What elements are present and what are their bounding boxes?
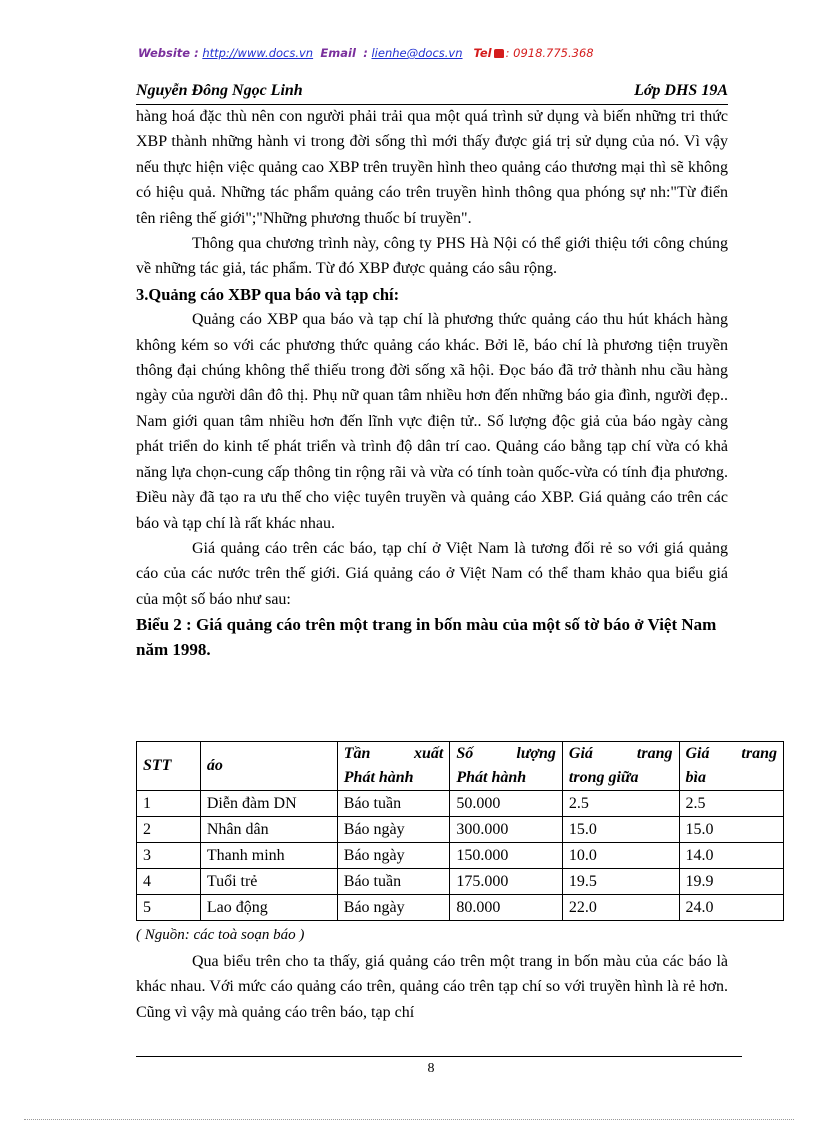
cell-inside-price: 10.0 [562,843,679,869]
cell-stt: 5 [137,895,201,921]
email-label: Email [320,46,356,60]
cell-inside-price: 19.5 [562,869,679,895]
cell-frequency: Báo ngày [337,817,450,843]
body-text [136,104,728,662]
cell-name: Thanh minh [200,843,337,869]
author-name: Nguyễn Đông Ngọc Linh [136,82,303,99]
page-boundary-line [24,1119,794,1120]
cell-cover-price: 2.5 [679,791,784,817]
tel-number: : 0918.775.368 [505,46,594,60]
header-stt: STT [137,742,201,791]
class-name: Lớp DHS 19A [634,82,728,99]
header-inside-price: Giá trang trong giữa [562,742,679,791]
cell-circulation: 175.000 [450,869,563,895]
cell-cover-price: 24.0 [679,895,784,921]
table-row [137,817,784,843]
header-cover-price: Giá trang bìa [679,742,784,791]
cell-name: Nhân dân [200,817,337,843]
cell-frequency: Báo ngày [337,843,450,869]
cell-inside-price: 15.0 [562,817,679,843]
header-frequency: Tần xuất Phát hành [337,742,450,791]
cell-stt: 4 [137,869,201,895]
site-header [138,46,698,66]
paragraph-2: Thông qua chương trình này, công ty PHS Hà Nội có thể giới thiệu tới công chúng về những tác giả, tác phẩm. Từ đó XBP được quảng cáo sâu rộng. [136,235,728,278]
cell-frequency: Báo ngày [337,895,450,921]
paragraph-3: Quảng cáo XBP qua báo và tạp chí là phương thức quảng cáo thu hút khách hàng không kém so với các phương thức quảng cáo khác. Bởi lẽ, báo chí là phương tiện truyền thông đại chúng không thể thiếu trong đời sống xã hội. Đọc báo đã trở thành nhu cầu hàng ngày của người dân đô thị. Phụ nữ quan tâm nhiều hơn đến những báo gia đình, người đẹp.. Nam giới quan tâm nhiều hơn đến lĩnh vực điện tử.. Số lượng độc giả của báo ngày càng phát triển do kinh tế phát triển và trình độ dân trí cao. Quảng cáo bằng tạp chí vừa có khả năng lựa chọn-cung cấp thông tin rộng rãi và vừa có tính toàn quốc-vừa có tính địa phương. Điều này đã tạo ra ưu thế cho việc tuyên truyền và quảng cáo XBP. Giá quảng cáo trên các báo và tạp chí là rất khác nhau. [136,311,728,532]
cell-cover-price: 19.9 [679,869,784,895]
paragraph-1: hàng hoá đặc thù nên con người phải trải qua một quá trình sử dụng và biến những tri thức XBP thành những hành vi trong đời sống thì mới thấy được giá trị sử dụng của nó. Vì vậy nếu thực hiện việc quảng cao XBP trên truyền hình theo quảng cáo thương mại thì sẽ không có hiệu quả. Những tác phẩm quảng cáo trên truyền hình thông qua phóng sự nh:"Từ điển tên riêng thế giới";"Những phương thuốc bí truyền". [136,108,728,227]
cell-frequency: Báo tuần [337,791,450,817]
table-row [137,869,784,895]
page-number: 8 [427,1061,435,1076]
header-name: áo [200,742,337,791]
footer-divider [136,1056,742,1057]
price-table [136,741,784,921]
table-caption: Biểu 2 : Giá quảng cáo trên một trang in bốn màu của một số tờ báo ở Việt Nam năm 1998. [136,615,717,660]
email-separator: : [363,46,368,60]
cell-inside-price: 22.0 [562,895,679,921]
cell-cover-price: 15.0 [679,817,784,843]
email-link[interactable]: lienhe@docs.vn [371,46,463,60]
cell-stt: 2 [137,817,201,843]
running-header [136,82,728,105]
cell-name: Lao động [200,895,337,921]
table-row [137,895,784,921]
cell-name: Tuổi trẻ [200,869,337,895]
tel-label: Tel [473,46,492,60]
paragraph-4: Giá quảng cáo trên các báo, tạp chí ở Việt Nam là tương đối rẻ so với giá quảng cáo của các nước trên thế giới. Giá quảng cáo ở Việt Nam có thể tham khảo qua biểu giá của một số báo như sau: [136,539,728,608]
section-heading: 3.Quảng cáo XBP qua báo và tạp chí: [136,284,400,304]
table-row [137,843,784,869]
cell-stt: 3 [137,843,201,869]
website-label: Website : [138,46,199,60]
phone-icon [494,49,504,58]
table-source: ( Nguồn: các toà soạn báo ) [136,927,305,943]
cell-stt: 1 [137,791,201,817]
website-link[interactable]: http://www.docs.vn [202,46,314,60]
cell-cover-price: 14.0 [679,843,784,869]
table-header-row [137,742,784,791]
paragraph-5: Qua biểu trên cho ta thấy, giá quảng cáo trên một trang in bốn màu của các báo là khác nhau. Với mức cáo quảng cáo trên, quảng cáo trên tạp chí so với truyền hình là rẻ hơn. Cũng vì vậy mà quảng cáo trên báo, tạp chí [136,953,728,1021]
cell-circulation: 150.000 [450,843,563,869]
cell-inside-price: 2.5 [562,791,679,817]
cell-circulation: 300.000 [450,817,563,843]
cell-circulation: 80.000 [450,895,563,921]
table-row [137,791,784,817]
cell-circulation: 50.000 [450,791,563,817]
cell-name: Diễn đàm DN [200,791,337,817]
body-text-continued [136,949,728,1025]
cell-frequency: Báo tuần [337,869,450,895]
header-circulation: Số lượng Phát hành [450,742,563,791]
